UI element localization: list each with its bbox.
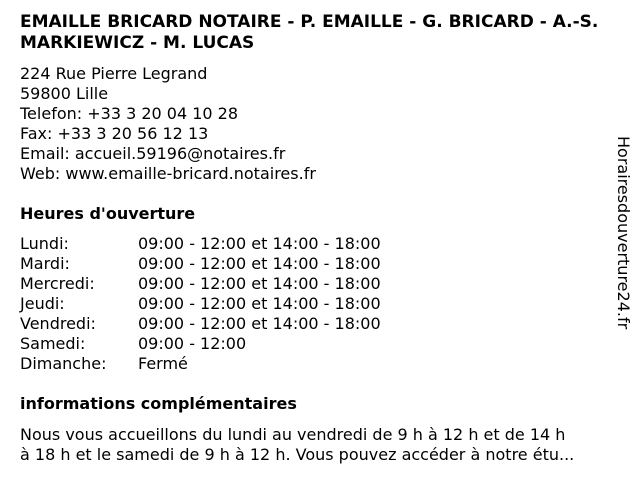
day-hours: 09:00 - 12:00 et 14:00 - 18:00: [138, 294, 381, 313]
day-label: Samedi:: [20, 334, 86, 353]
day-label: Dimanche:: [20, 354, 107, 373]
fax-line: Fax: +33 3 20 56 12 13: [20, 124, 209, 143]
business-name: EMAILLE BRICARD NOTAIRE - P. EMAILLE - G. BRICARD - A.-S. MARKIEWICZ - M. LUCAS: [20, 12, 599, 53]
address-city: 59800 Lille: [20, 84, 109, 103]
info-line: Nous vous accueillons du lundi au vendredi de 9 h à 12 h et de 14 h: [20, 425, 566, 444]
day-label: Lundi:: [20, 234, 69, 253]
web-line: Web: www.emaille-bricard.notaires.fr: [20, 164, 316, 183]
site-watermark: Horairesdouverture24.fr: [614, 136, 633, 330]
address-street: 224 Rue Pierre Legrand: [20, 64, 208, 83]
hours-row-saturday: [20, 334, 381, 354]
day-label: Jeudi:: [20, 294, 65, 313]
day-label: Vendredi:: [20, 314, 96, 333]
email-line: Email: accueil.59196@notaires.fr: [20, 144, 286, 163]
day-hours: 09:00 - 12:00 et 14:00 - 18:00: [138, 314, 381, 333]
info-line: à 18 h et le samedi de 9 h à 12 h. Vous pouvez accéder à notre étu...: [20, 445, 575, 464]
hours-row-sunday: [20, 354, 381, 374]
hours-row-wednesday: [20, 274, 381, 294]
day-label: Mardi:: [20, 254, 70, 273]
day-hours: Fermé: [138, 354, 188, 373]
day-hours: 09:00 - 12:00 et 14:00 - 18:00: [138, 274, 381, 293]
hours-row-thursday: [20, 294, 381, 314]
info-paragraph: [20, 425, 620, 465]
phone-line: Telefon: +33 3 20 04 10 28: [20, 104, 239, 123]
hours-row-friday: [20, 314, 381, 334]
day-hours: 09:00 - 12:00: [138, 334, 247, 353]
hours-row-monday: [20, 234, 381, 254]
opening-hours-table: [20, 234, 381, 374]
contact-block: [20, 64, 316, 184]
day-label: Mercredi:: [20, 274, 95, 293]
day-hours: 09:00 - 12:00 et 14:00 - 18:00: [138, 234, 381, 253]
hours-heading: Heures d'ouverture: [20, 204, 196, 223]
day-hours: 09:00 - 12:00 et 14:00 - 18:00: [138, 254, 381, 273]
info-heading: informations complémentaires: [20, 394, 297, 413]
hours-row-tuesday: [20, 254, 381, 274]
